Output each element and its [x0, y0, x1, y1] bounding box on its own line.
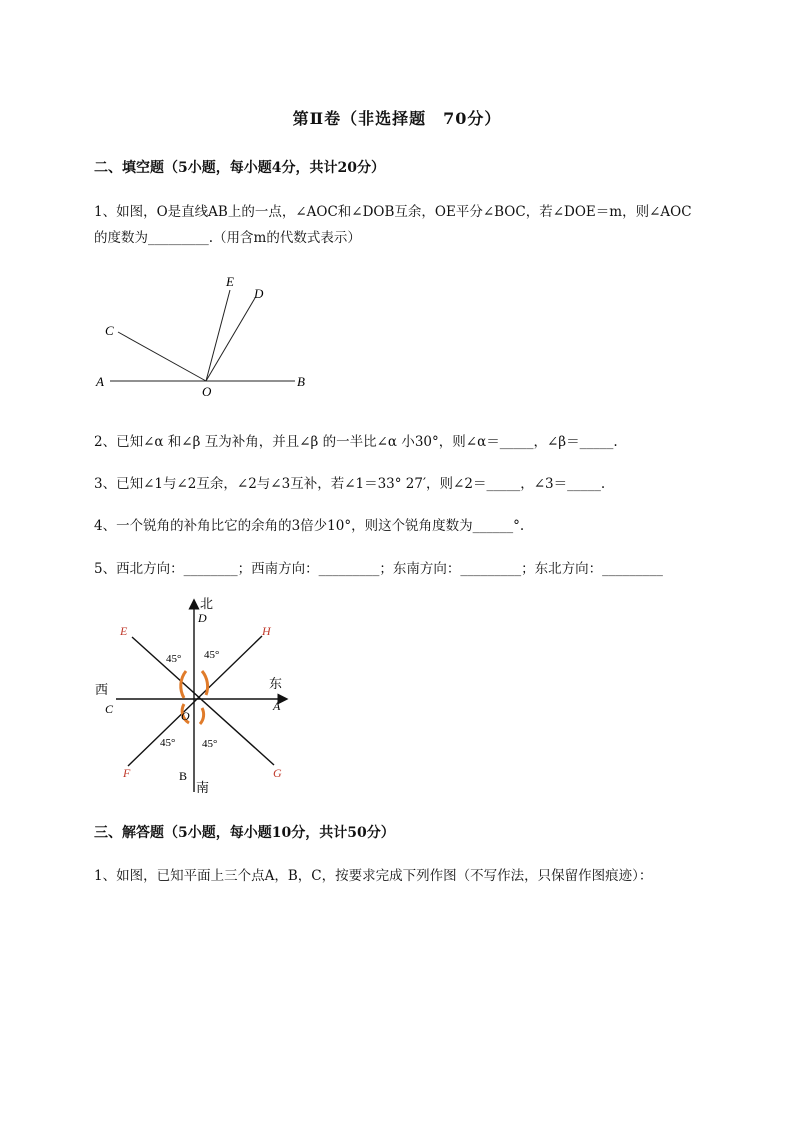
- ray-oe: [206, 290, 230, 381]
- label-south: 南: [196, 780, 210, 795]
- question-1-line-2: 的度数为_________.（用含m的代数式表示）: [94, 230, 361, 246]
- diagonal-ne-sw: [128, 636, 262, 766]
- label-east: 东: [269, 676, 283, 691]
- label-e: E: [120, 624, 128, 638]
- label-b: B: [179, 769, 188, 783]
- arc-se: [200, 708, 204, 724]
- label-o: O: [202, 384, 212, 399]
- label-o: O: [181, 709, 190, 723]
- label-a: A: [96, 374, 104, 389]
- angle-label-sw: 45°: [160, 737, 176, 749]
- question-3: 3、已知∠1与∠2互余，∠2与∠3互补，若∠1＝33° 27′，则∠2＝_____，∠3＝_____.: [94, 476, 606, 492]
- ray-od: [206, 298, 255, 381]
- figure-angle-diagram: [90, 268, 320, 403]
- angle-label-se: 45°: [202, 738, 218, 750]
- question-1-line-1: 1、如图，O是直线AB上的一点，∠AOC和∠DOB互余，OE平分∠BOC，若∠DOE＝m，则∠AOC: [94, 204, 692, 220]
- section-heading-answer: 三、解答题（5小题，每小题10分，共计50分）: [94, 825, 395, 841]
- answer-question-1: 1、如图，已知平面上三个点A，B，C，按要求完成下列作图（不写作法，只保留作图痕迹）：: [94, 868, 653, 884]
- label-d: D: [254, 286, 264, 301]
- label-north: 北: [200, 596, 214, 611]
- label-b: B: [297, 374, 305, 389]
- label-c: C: [105, 323, 114, 338]
- label-c: C: [105, 702, 114, 716]
- angle-label-nw: 45°: [166, 653, 182, 665]
- figure-compass-diagram: [90, 592, 300, 802]
- label-d: D: [198, 611, 207, 625]
- question-2: 2、已知∠α 和∠β 互为补角，并且∠β 的一半比∠α 小30°，则∠α＝_____，∠β＝_____.: [94, 434, 618, 450]
- label-g: G: [273, 766, 282, 780]
- section-heading-fill-in: 二、填空题（5小题，每小题4分，共计20分）: [94, 160, 385, 176]
- label-h: H: [262, 624, 271, 638]
- label-a: A: [273, 699, 281, 713]
- question-4: 4、一个锐角的补角比它的余角的3倍少10°，则这个锐角度数为______°.: [94, 518, 525, 534]
- label-e: E: [226, 274, 234, 289]
- label-west: 西: [95, 682, 109, 697]
- question-5: 5、西北方向：________；西南方向：_________；东南方向：_________；东北方向：_________: [94, 561, 663, 577]
- ray-oc: [118, 332, 206, 381]
- label-f: F: [123, 766, 131, 780]
- paper-title: 第Ⅱ卷（非选择题 70分）: [292, 109, 502, 128]
- angle-label-ne: 45°: [204, 649, 220, 661]
